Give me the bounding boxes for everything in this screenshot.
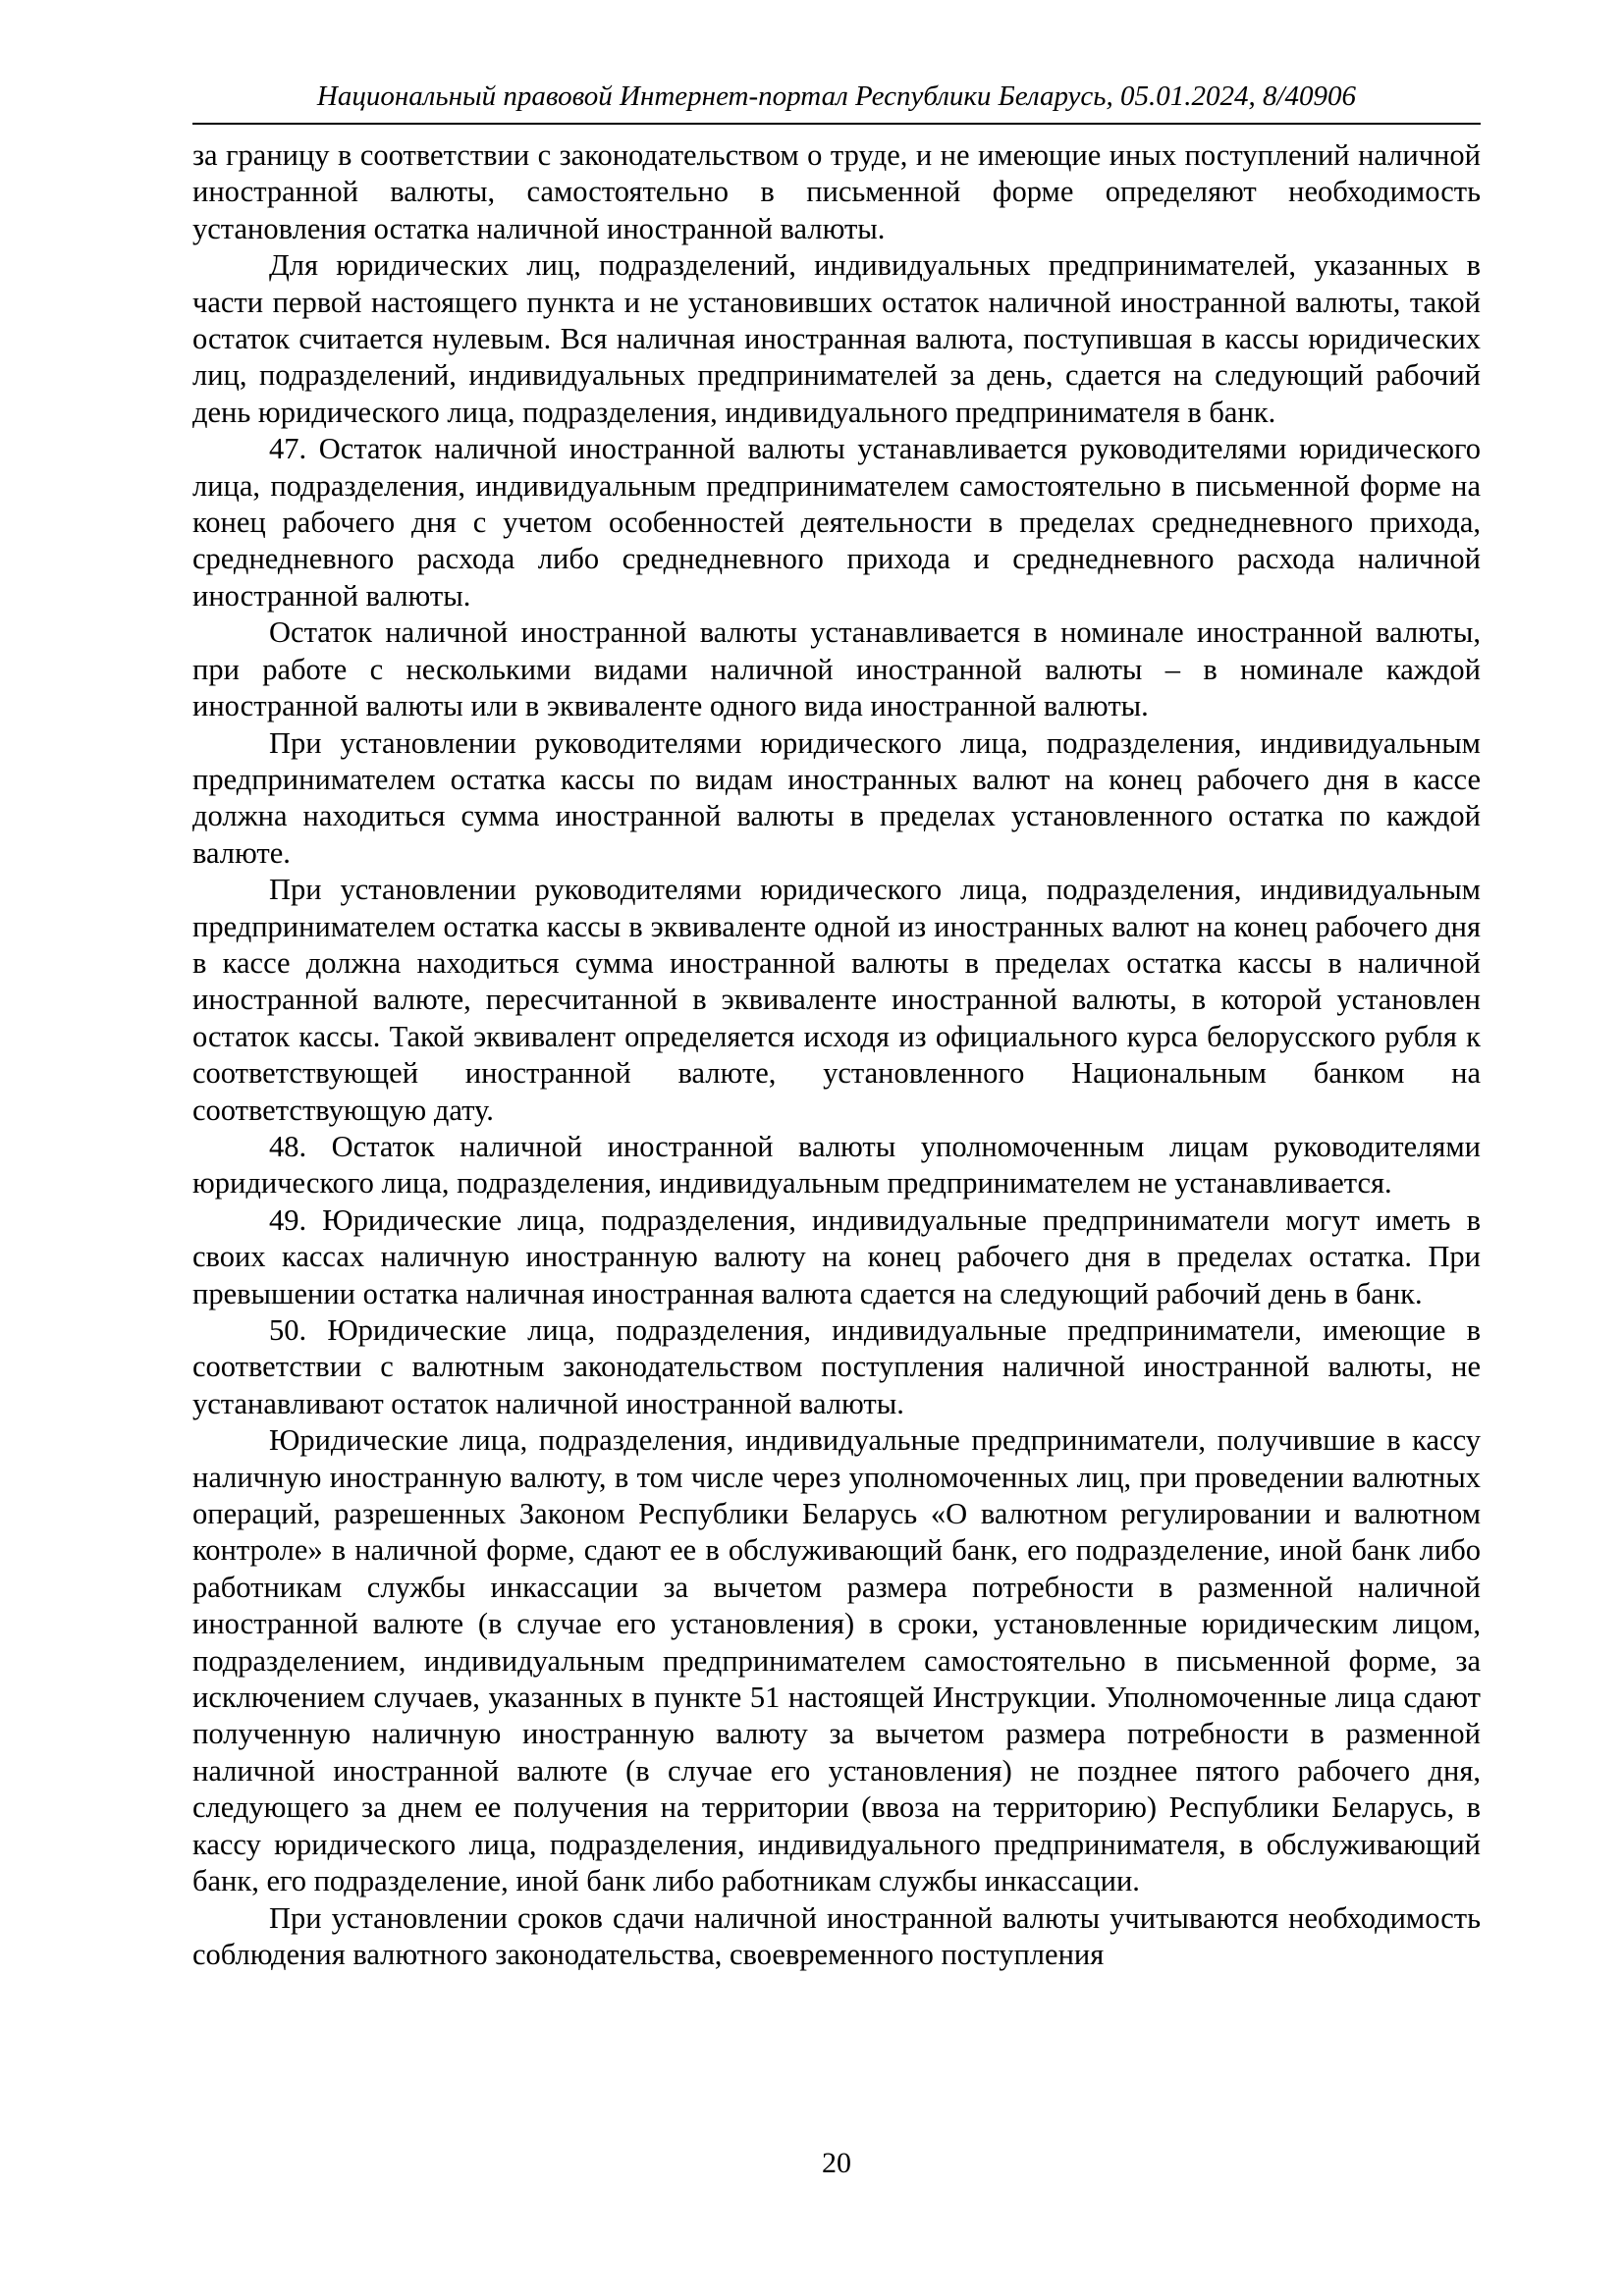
paragraph-continuation: за границу в соответствии с законодательством о труде, и не имеющие иных поступлений наличной иностранной валюты, самостоятельно в письменной форме определяют необходимость установления остатка наличной иностранной валюты.: [192, 138, 1481, 245]
paragraph: При установлении руководителями юридического лица, подразделения, индивидуальным предпринимателем остатка кассы в эквиваленте одной из иностранных валют на конец рабочего дня в кассе должна находиться сумма иностранной валюты в пределах остатка кассы в наличной иностранной валюте, пересчитанной в эквиваленте иностранной валюты, в которой установлен остаток кассы. Такой эквивалент определяется исходя из официального курса белорусского рубля к соответствующей иностранной валюте, установленного Национальным банком на соответствующую дату.: [192, 873, 1481, 1127]
page-number: 20: [822, 2147, 851, 2179]
paragraph: При установлении руководителями юридического лица, подразделения, индивидуальным предпринимателем остатка кассы по видам иностранных валют на конец рабочего дня в кассе должна находиться сумма иностранной валюты в пределах установленного остатка по каждой валюте.: [192, 725, 1481, 870]
paragraph: При установлении сроков сдачи наличной иностранной валюты учитываются необходимость соблюдения валютного законодательства, своевременного поступления: [192, 1900, 1481, 1971]
paragraph: Остаток наличной иностранной валюты устанавливается в номинале иностранной валюты, при работе с несколькими видами наличной иностранной валюты – в номинале каждой иностранной валюты или в эквиваленте одного вида иностранной валюты.: [192, 615, 1481, 723]
document-body: [192, 137, 1481, 1973]
paragraph: Юридические лица, подразделения, индивидуальные предприниматели, получившие в кассу наличную иностранную валюту, в том числе через уполномоченных лиц, при проведении валютных операций, разрешенных Законом Республики Беларусь «О валютном регулировании и валютном контроле» в наличной форме, сдают ее в обслуживающий банк, его подразделение, иной банк либо работникам службы инкассации за вычетом размера потребности в разменной наличной иностранной валюте (в случае его установления) в сроки, установленные юридическим лицом, подразделением, индивидуальным предпринимателем самостоятельно в письменной форме, за исключением случаев, указанных в пункте 51 настоящей Инструкции. Уполномоченные лица сдают полученную наличную иностранную валюту за вычетом размера потребности в разменной наличной иностранной валюте (в случае его установления) не позднее пятого рабочего дня, следующего за днем ее получения на территории (ввоза на территорию) Республики Беларусь, в кассу юридического лица, подразделения, индивидуального предпринимателя, в обслуживающий банк, его подразделение, иной банк либо работникам службы инкассации.: [192, 1423, 1481, 1898]
paragraph: Для юридических лиц, подразделений, индивидуальных предпринимателей, указанных в части первой настоящего пункта и не установивших остаток наличной иностранной валюты, такой остаток считается нулевым. Вся наличная иностранная валюта, поступившая в кассы юридических лиц, подразделений, индивидуальных предпринимателей за день, сдается на следующий рабочий день юридического лица, подразделения, индивидуального предпринимателя в банк.: [192, 248, 1481, 429]
header-divider: [192, 123, 1481, 125]
paragraph-item-47: 47. Остаток наличной иностранной валюты устанавливается руководителями юридического лица, подразделения, индивидуальным предпринимателем самостоятельно в письменной форме на конец рабочего дня с учетом особенностей деятельности в пределах среднедневного прихода, среднедневного расхода либо среднедневного прихода и среднедневного расхода наличной иностранной валюты.: [192, 432, 1481, 613]
document-header: Национальный правовой Интернет-портал Республики Беларусь, 05.01.2024, 8/40906: [316, 80, 1357, 112]
paragraph-item-48: 48. Остаток наличной иностранной валюты уполномоченным лицам руководителями юридического лица, подразделения, индивидуальным предпринимателем не устанавливается.: [192, 1129, 1481, 1201]
paragraph-item-49: 49. Юридические лица, подразделения, индивидуальные предприниматели могут иметь в своих кассах наличную иностранную валюту на конец рабочего дня в пределах остатка. При превышении остатка наличная иностранная валюта сдается на следующий рабочий день в банк.: [192, 1202, 1481, 1310]
paragraph-item-50: 50. Юридические лица, подразделения, индивидуальные предприниматели, имеющие в соответствии с валютным законодательством поступления наличной иностранной валюты, не устанавливают остаток наличной иностранной валюты.: [192, 1313, 1481, 1420]
